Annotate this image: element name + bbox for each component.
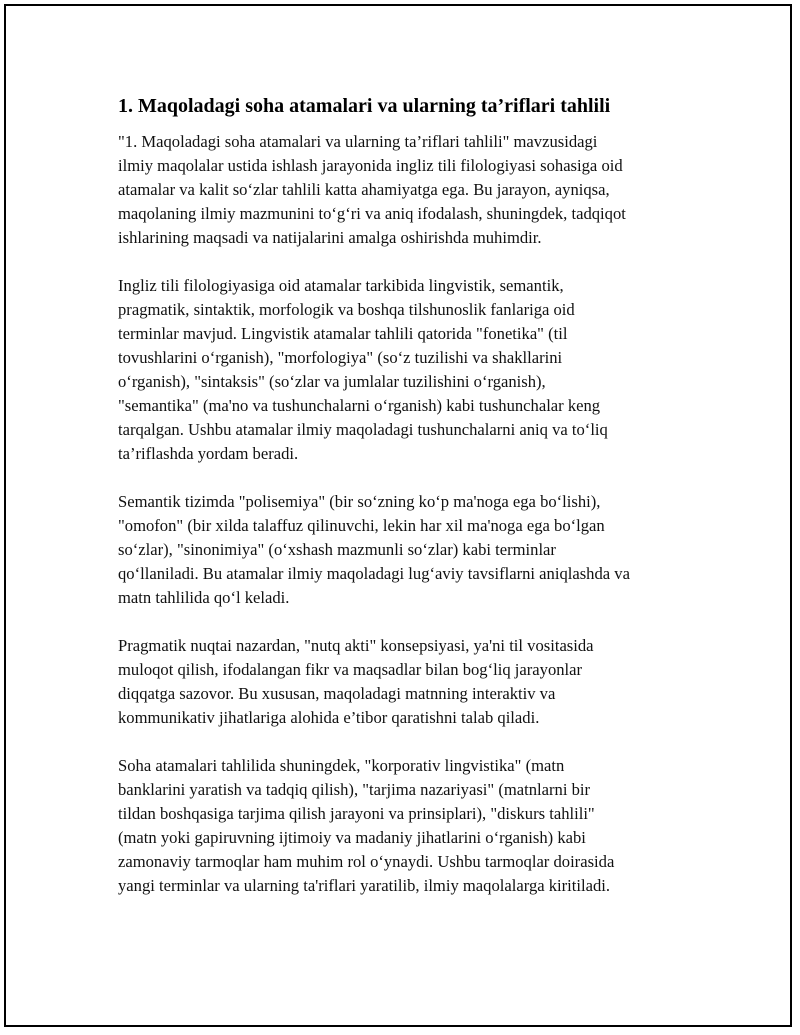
paragraph-line: "1. Maqoladagi soha atamalari va ularning ta’riflari tahlili" mavzusidagi — [118, 132, 598, 151]
paragraph-4 — [118, 634, 698, 730]
paragraph-line: tovushlarini o‘rganish), "morfologiya" (so‘z tuzilishi va shakllarini — [118, 348, 563, 367]
paragraph-line: ilmiy maqolalar ustida ishlash jarayonida ingliz tili filologiyasi sohasiga oid — [118, 156, 623, 175]
paragraph-line: Semantik tizimda "polisemiya" (bir so‘zning ko‘p ma'noga ega bo‘lishi), — [118, 492, 601, 511]
paragraph-line: Soha atamalari tahlilida shuningdek, "korporativ lingvistika" (matn — [118, 756, 565, 775]
paragraph-line: tildan boshqasiga tarjima qilish jarayoni va prinsiplari), "diskurs tahlili" — [118, 804, 595, 823]
paragraph-line: ta’riflashda yordam beradi. — [118, 444, 299, 463]
paragraph-line: "omofon" (bir xilda talaffuz qilinuvchi, lekin har xil ma'noga ega bo‘lgan — [118, 516, 605, 535]
paragraph-line: maqolaning ilmiy mazmunini to‘g‘ri va aniq ifodalash, shuningdek, tadqiqot — [118, 204, 626, 223]
paragraph-line: Ingliz tili filologiyasiga oid atamalar tarkibida lingvistik, semantik, — [118, 276, 564, 295]
paragraph-line: pragmatik, sintaktik, morfologik va boshqa tilshunoslik fanlariga oid — [118, 300, 575, 319]
paragraph-line: so‘zlar), "sinonimiya" (o‘xshash mazmunli so‘zlar) kabi terminlar — [118, 540, 556, 559]
paragraph-5 — [118, 754, 698, 898]
document-body — [118, 93, 698, 922]
paragraph-line: terminlar mavjud. Lingvistik atamalar tahlili qatorida "fonetika" (til — [118, 324, 568, 343]
paragraph-line: qo‘llaniladi. Bu atamalar ilmiy maqoladagi lug‘aviy tavsiflarni aniqlashda va — [118, 564, 630, 583]
paragraph-line: matn tahlilida qo‘l keladi. — [118, 588, 290, 607]
paragraph-line: (matn yoki gapiruvning ijtimoiy va madaniy jihatlarini o‘rganish) kabi — [118, 828, 586, 847]
section-heading: 1. Maqoladagi soha atamalari va ularning ta’riflari tahlili — [118, 95, 611, 117]
paragraph-line: "semantika" (ma'no va tushunchalarni o‘rganish) kabi tushunchalar keng — [118, 396, 601, 415]
paragraph-line: tarqalgan. Ushbu atamalar ilmiy maqoladagi tushunchalarni aniq va to‘liq — [118, 420, 608, 439]
paragraph-line: banklarini yaratish va tadqiq qilish), "tarjima nazariyasi" (matnlarni bir — [118, 780, 591, 799]
paragraph-line: Pragmatik nuqtai nazardan, "nutq akti" konsepsiyasi, ya'ni til vositasida — [118, 636, 594, 655]
paragraph-3 — [118, 490, 698, 610]
paragraph-line: zamonaviy tarmoqlar ham muhim rol o‘ynaydi. Ushbu tarmoqlar doirasida — [118, 852, 615, 871]
paragraph-line: muloqot qilish, ifodalangan fikr va maqsadlar bilan bog‘liq jarayonlar — [118, 660, 583, 679]
paragraph-line: yangi terminlar va ularning ta'riflari yaratilib, ilmiy maqolalarga kiritiladi. — [118, 876, 611, 895]
paragraph-line: o‘rganish), "sintaksis" (so‘zlar va jumlalar tuzilishini o‘rganish), — [118, 372, 546, 391]
paragraph-1 — [118, 130, 698, 250]
paragraph-line: atamalar va kalit so‘zlar tahlili katta ahamiyatga ega. Bu jarayon, ayniqsa, — [118, 180, 610, 199]
paragraph-2 — [118, 274, 698, 466]
paragraph-line: diqqatga sazovor. Bu xususan, maqoladagi matnning interaktiv va — [118, 684, 556, 703]
paragraph-line: kommunikativ jihatlariga alohida e’tibor qaratishni talab qiladi. — [118, 708, 540, 727]
paragraph-line: ishlarining maqsadi va natijalarini amalga oshirishda muhimdir. — [118, 228, 542, 247]
